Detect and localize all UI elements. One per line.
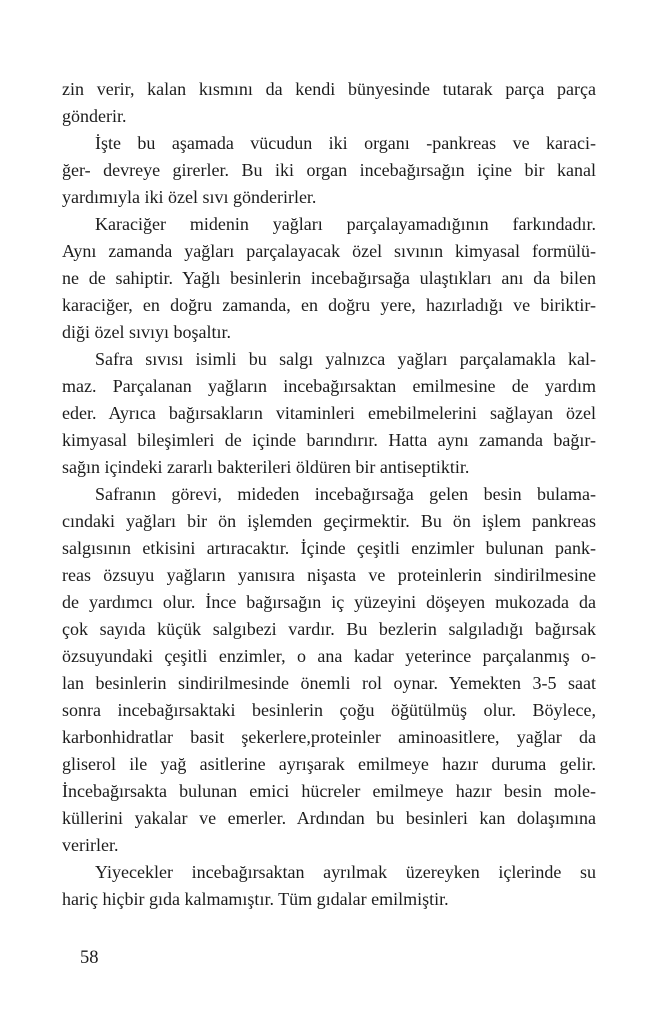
text-line: Yiyecekler incebağırsaktan ayrılmak üzereyken içlerinde su <box>95 862 596 882</box>
text-line: eder. Ayrıca bağırsakların vitaminleri emebilmelerini sağlayan özel <box>62 403 596 423</box>
text-line: diği özel sıvıyı boşaltır. <box>62 322 231 342</box>
text-line: karbonhidratlar basit şekerlere,proteinler aminoasitlere, yağlar da <box>62 727 596 747</box>
text-line: verirler. <box>62 835 119 855</box>
text-line: reas özsuyu yağların yanısıra nişasta ve proteinlerin sindirilmesine <box>62 565 596 585</box>
text-line: İşte bu aşamada vücudun iki organı -pankreas ve karaci- <box>95 133 596 153</box>
text-line: salgısının etkisini artıracaktır. İçinde çeşitli enzimler bulunan pank- <box>62 538 596 558</box>
text-line: küllerini yakalar ve emerler. Ardından bu besinleri kan dolaşımına <box>62 808 596 828</box>
paragraph <box>62 130 596 211</box>
text-line: çok sayıda küçük salgıbezi vardır. Bu bezlerin salgıladığı bağırsak <box>62 619 596 639</box>
text-line: Safra sıvısı isimli bu salgı yalnızca yağları parçalamakla kal- <box>95 349 596 369</box>
text-line: zin verir, kalan kısmını da kendi bünyesinde tutarak parça parça <box>62 79 596 99</box>
text-line: sonra incebağırsaktaki besinlerin çoğu öğütülmüş olur. Böylece, <box>62 700 596 720</box>
text-line: hariç hiçbir gıda kalmamıştır. Tüm gıdalar emilmiştir. <box>62 889 449 909</box>
body-text <box>62 76 596 913</box>
text-line: gönderir. <box>62 106 127 126</box>
text-line: sağın içindeki zararlı bakterileri öldüren bir antiseptiktir. <box>62 457 470 477</box>
text-line: ğer- devreye girerler. Bu iki organ incebağırsağın içine bir kanal <box>62 160 596 180</box>
text-line: gliserol ile yağ asitlerine ayrışarak emilmeye hazır duruma gelir. <box>62 754 596 774</box>
text-line: İncebağırsakta bulunan emici hücreler emilmeye hazır besin mole- <box>62 781 596 801</box>
paragraph <box>62 346 596 481</box>
text-line: yardımıyla iki özel sıvı gönderirler. <box>62 187 317 207</box>
text-line: maz. Parçalanan yağların incebağırsaktan emilmesine de yardım <box>62 376 596 396</box>
text-line: karaciğer, en doğru zamanda, en doğru yere, hazırladığı ve biriktir- <box>62 295 596 315</box>
text-line: özsuyundaki çeşitli enzimler, o ana kadar yeterince parçalanmış o- <box>62 646 596 666</box>
text-line: Aynı zamanda yağları parçalayacak özel sıvının kimyasal formülü- <box>62 241 596 261</box>
page-number: 58 <box>80 948 99 968</box>
text-line: Safranın görevi, mideden incebağırsağa gelen besin bulama- <box>95 484 596 504</box>
paragraph <box>62 211 596 346</box>
paragraph <box>62 76 596 130</box>
text-line: cındaki yağları bir ön işlemden geçirmektir. Bu ön işlem pankreas <box>62 511 596 531</box>
text-line: lan besinlerin sindirilmesinde önemli rol oynar. Yemekten 3-5 saat <box>62 673 596 693</box>
text-line: de yardımcı olur. İnce bağırsağın iç yüzeyini döşeyen mukozada da <box>62 592 596 612</box>
text-line: Karaciğer midenin yağları parçalayamadığının farkındadır. <box>95 214 596 234</box>
text-line: ne de sahiptir. Yağlı besinlerin incebağırsağa ulaştıkları anı da bilen <box>62 268 596 288</box>
text-line: kimyasal bileşimleri de içinde barındırır. Hatta aynı zamanda bağır- <box>62 430 596 450</box>
paragraph <box>62 859 596 913</box>
paragraph <box>62 481 596 859</box>
